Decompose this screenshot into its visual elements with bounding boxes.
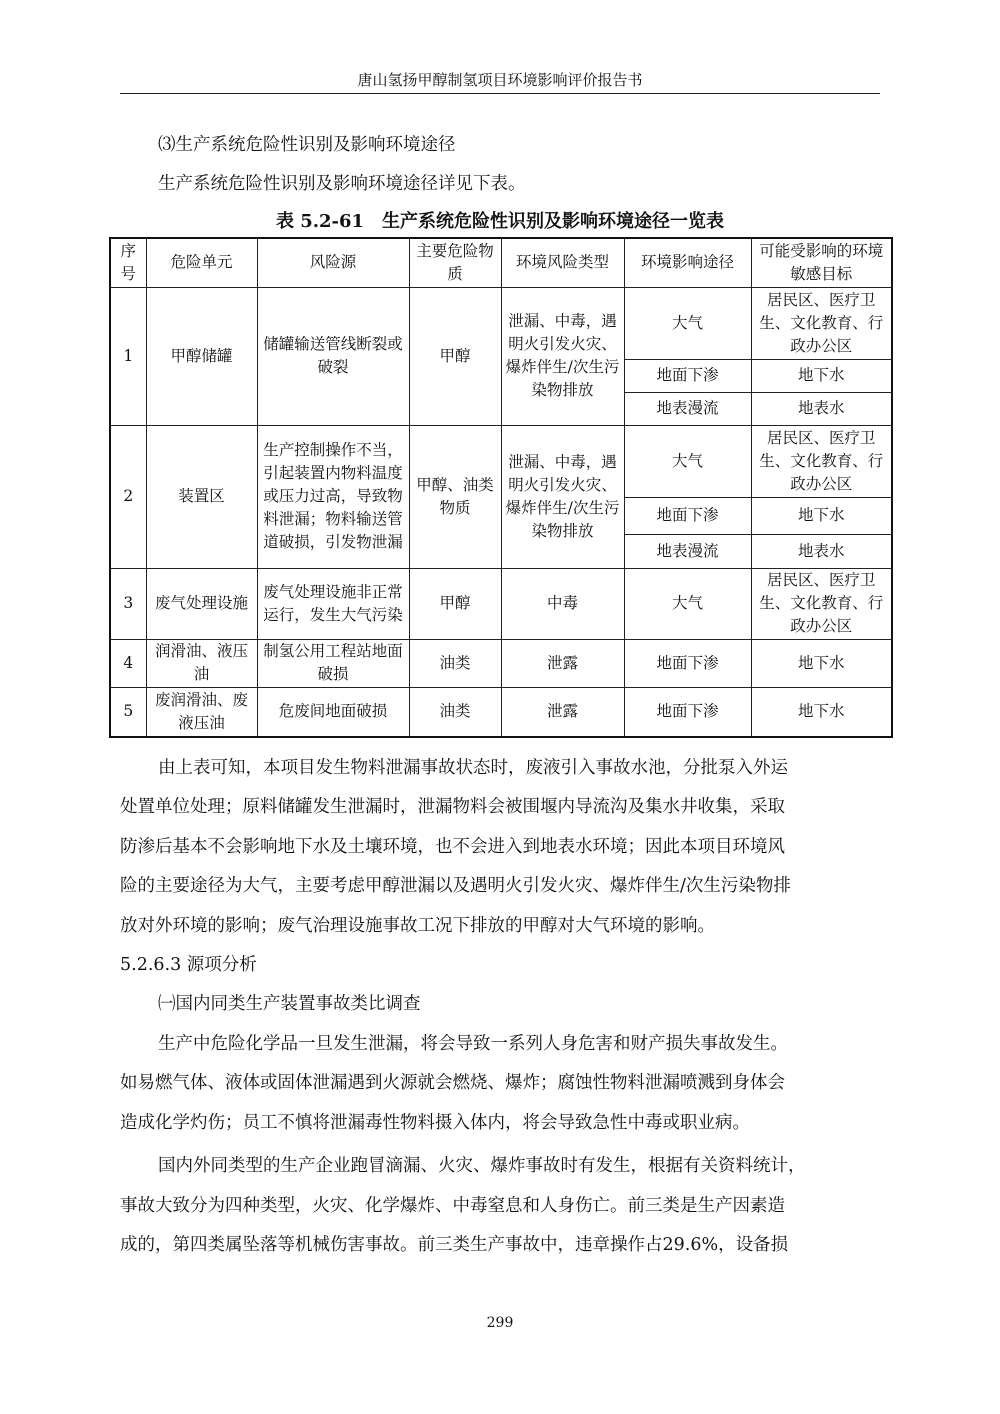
risk-type: 泄露 [501, 639, 624, 687]
body-line: 险的主要途径为大气，主要考虑甲醇泄漏以及遇明火引发火灾、爆炸伴生/次生污染物排 [120, 876, 791, 896]
body-line: 造成化学灼伤；员工不慎将泄漏毒性物料摄入体内，将会导致急性中毒或职业病。 [120, 1113, 750, 1133]
risk-source: 危废间地面破损 [257, 687, 409, 737]
impact-path: 地面下渗 [624, 639, 751, 687]
table-caption: 表 5.2-61 生产系统危险性识别及影响环境途径一览表 [275, 211, 725, 232]
risk-unit: 装置区 [146, 425, 257, 568]
sensitive-target: 地下水 [751, 639, 892, 687]
risk-source: 生产控制操作不当，引起装置内物料温度或压力过高，导致物料泄漏；物料输送管道破损，引发物泄漏 [257, 425, 409, 568]
sensitive-target: 地表水 [751, 392, 892, 425]
risk-type: 中毒 [501, 568, 624, 639]
risk-unit: 甲醇储罐 [146, 287, 257, 425]
impact-path: 地面下渗 [624, 497, 751, 534]
intro-sentence: 生产系统危险性识别及影响环境途径详见下表。 [158, 174, 526, 194]
row-number: 3 [110, 568, 146, 639]
hazard-substance: 油类 [409, 687, 501, 737]
header-rule [120, 93, 880, 94]
risk-unit: 废气处理设施 [146, 568, 257, 639]
impact-path: 地面下渗 [624, 359, 751, 392]
body-line: 由上表可知，本项目发生物料泄漏事故状态时，废液引入事故水池，分批泵入外运 [158, 758, 788, 778]
risk-unit: 润滑油、液压油 [146, 639, 257, 687]
risk-type: 泄漏、中毒，遇明火引发火灾、爆炸伴生/次生污染物排放 [501, 425, 624, 568]
body-line: 事故大致分为四种类型，火灾、化学爆炸、中毒窒息和人身伤亡。前三类是生产因素造 [120, 1196, 785, 1216]
hazard-substance: 甲醇 [409, 568, 501, 639]
header-cell: 环境风险类型 [501, 238, 624, 287]
header-cell: 危险单元 [146, 238, 257, 287]
sensitive-target: 地下水 [751, 359, 892, 392]
impact-path: 地表漫流 [624, 534, 751, 568]
header-cell: 主要危险物质 [409, 238, 501, 287]
sensitive-target: 居民区、医疗卫生、文化教育、行政办公区 [751, 425, 892, 497]
sensitive-target: 居民区、医疗卫生、文化教育、行政办公区 [751, 568, 892, 639]
row-number: 1 [110, 287, 146, 425]
subsection-heading-3: ⑶生产系统危险性识别及影响环境途径 [158, 135, 456, 155]
body-line: 国内外同类型的生产企业跑冒滴漏、火灾、爆炸事故时有发生，根据有关资料统计， [158, 1156, 806, 1176]
sensitive-target: 地表水 [751, 534, 892, 568]
hazard-substance: 甲醇 [409, 287, 501, 425]
hazard-substance: 油类 [409, 639, 501, 687]
table-row [110, 287, 892, 359]
table-row [110, 568, 892, 639]
risk-source: 废气处理设施非正常运行，发生大气污染 [257, 568, 409, 639]
header-cell: 序号 [110, 238, 146, 287]
impact-path: 大气 [624, 568, 751, 639]
impact-path: 大气 [624, 287, 751, 359]
sensitive-target: 地下水 [751, 497, 892, 534]
row-number: 2 [110, 425, 146, 568]
table-row [110, 639, 892, 687]
body-line: 处置单位处理；原料储罐发生泄漏时，泄漏物料会被围堰内导流沟及集水井收集，采取 [120, 797, 785, 817]
body-line: 放对外环境的影响；废气治理设施事故工况下排放的甲醇对大气环境的影响。 [120, 916, 715, 936]
header-cell: 环境影响途径 [624, 238, 751, 287]
risk-type: 泄漏、中毒，遇明火引发火灾、爆炸伴生/次生污染物排放 [501, 287, 624, 425]
table-row [110, 687, 892, 737]
section-heading: 5.2.6.3 源项分析 [120, 955, 257, 975]
hazard-substance: 甲醇、油类物质 [409, 425, 501, 568]
row-number: 4 [110, 639, 146, 687]
sensitive-target: 居民区、医疗卫生、文化教育、行政办公区 [751, 287, 892, 359]
risk-unit: 废润滑油、废液压油 [146, 687, 257, 737]
impact-path: 地表漫流 [624, 392, 751, 425]
running-header: 唐山氢扬甲醇制氢项目环境影响评价报告书 [357, 71, 643, 89]
row-number: 5 [110, 687, 146, 737]
body-line: 防渗后基本不会影响地下水及土壤环境，也不会进入到地表水环境；因此本项目环境风 [120, 837, 785, 857]
risk-source: 制氢公用工程站地面破损 [257, 639, 409, 687]
subsection-heading: ㈠国内同类生产装置事故类比调查 [158, 994, 421, 1014]
header-cell: 风险源 [257, 238, 409, 287]
sensitive-target: 地下水 [751, 687, 892, 737]
header-cell: 可能受影响的环境敏感目标 [751, 238, 892, 287]
impact-path: 地面下渗 [624, 687, 751, 737]
body-line: 成的，第四类属坠落等机械伤害事故。前三类生产事故中，违章操作占29.6%，设备损 [120, 1235, 789, 1255]
page-number: 299 [486, 1315, 514, 1331]
table-row [110, 425, 892, 497]
risk-source: 储罐输送管线断裂或破裂 [257, 287, 409, 425]
risk-table [109, 237, 893, 738]
impact-path: 大气 [624, 425, 751, 497]
body-line: 如易燃气体、液体或固体泄漏遇到火源就会燃烧、爆炸；腐蚀性物料泄漏喷溅到身体会 [120, 1073, 785, 1093]
body-line: 生产中危险化学品一旦发生泄漏，将会导致一系列人身危害和财产损失事故发生。 [158, 1034, 788, 1054]
risk-type: 泄露 [501, 687, 624, 737]
table-header-row [110, 238, 892, 287]
